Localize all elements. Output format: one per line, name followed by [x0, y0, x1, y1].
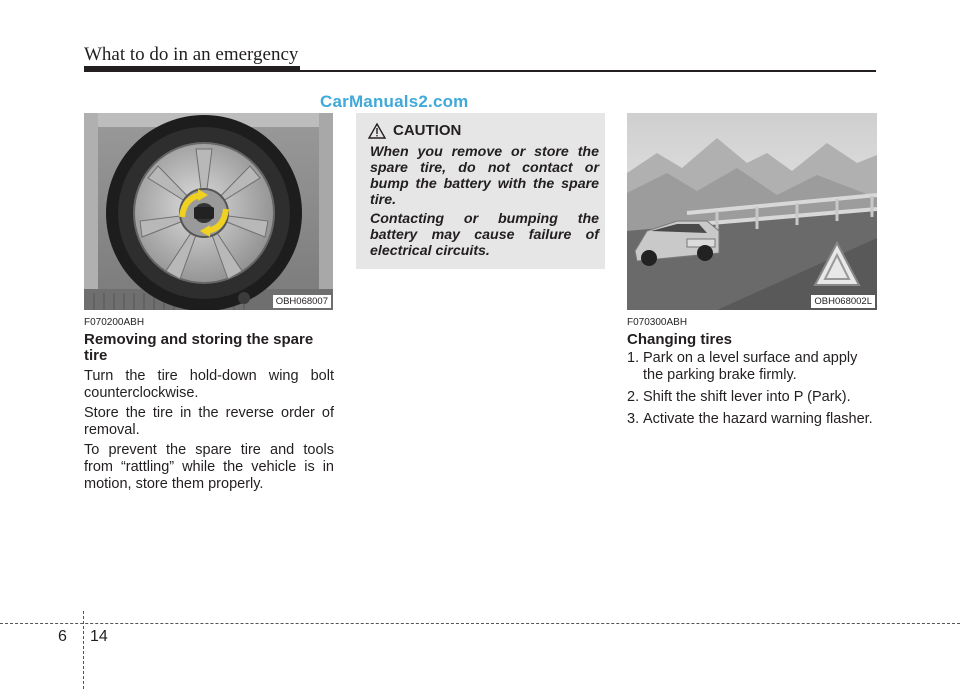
- caution-paragraph: When you remove or store the spare tire, do not contact or bump the battery with the spare tire.: [370, 144, 599, 208]
- paragraph: To prevent the spare tire and tools from “rattling” while the vehicle is in motion, store them properly.: [84, 442, 334, 492]
- spare-tire-figure: [84, 113, 333, 310]
- section-heading: Removing and storing the spare tire: [84, 331, 314, 364]
- section-code: F070300ABH: [627, 317, 688, 328]
- figure-code: OBH068007: [273, 295, 331, 308]
- header-rule: [84, 70, 876, 72]
- page-header-title: What to do in an emergency: [84, 44, 299, 65]
- roadside-car-figure: [627, 113, 877, 310]
- step-number: 1.: [627, 350, 640, 366]
- step-text: Shift the shift lever into P (Park).: [643, 389, 851, 405]
- figure-code: OBH068002L: [811, 295, 875, 308]
- footer-rule: [0, 623, 960, 624]
- step-number: 3.: [627, 411, 640, 427]
- chapter-number: 6: [58, 628, 67, 645]
- list-item: [627, 389, 877, 406]
- list-item: [627, 350, 877, 384]
- paragraph: Turn the tire hold-down wing bolt counterclockwise.: [84, 368, 334, 401]
- warning-triangle-icon: [368, 123, 386, 139]
- caution-title: CAUTION: [393, 122, 462, 139]
- caution-box: [356, 113, 605, 269]
- watermark: CarManuals2.com: [320, 92, 469, 111]
- step-number: 2.: [627, 389, 640, 405]
- step-text: Activate the hazard warning flasher.: [643, 411, 873, 427]
- roadside-illustration: [627, 113, 877, 310]
- spare-tire-illustration: [84, 113, 333, 310]
- section-heading: Changing tires: [627, 331, 733, 348]
- caution-paragraph: Contacting or bumping the battery may cause failure of electrical circuits.: [370, 211, 599, 259]
- step-text: Park on a level surface and apply the parking brake firmly.: [643, 350, 858, 383]
- page-number: 14: [90, 628, 108, 645]
- paragraph: Store the tire in the reverse order of removal.: [84, 405, 334, 438]
- caution-header: [368, 122, 461, 139]
- section-code: F070200ABH: [84, 317, 145, 328]
- footer-divider: [83, 611, 84, 689]
- list-item: [627, 411, 877, 428]
- steps-list: [627, 350, 877, 433]
